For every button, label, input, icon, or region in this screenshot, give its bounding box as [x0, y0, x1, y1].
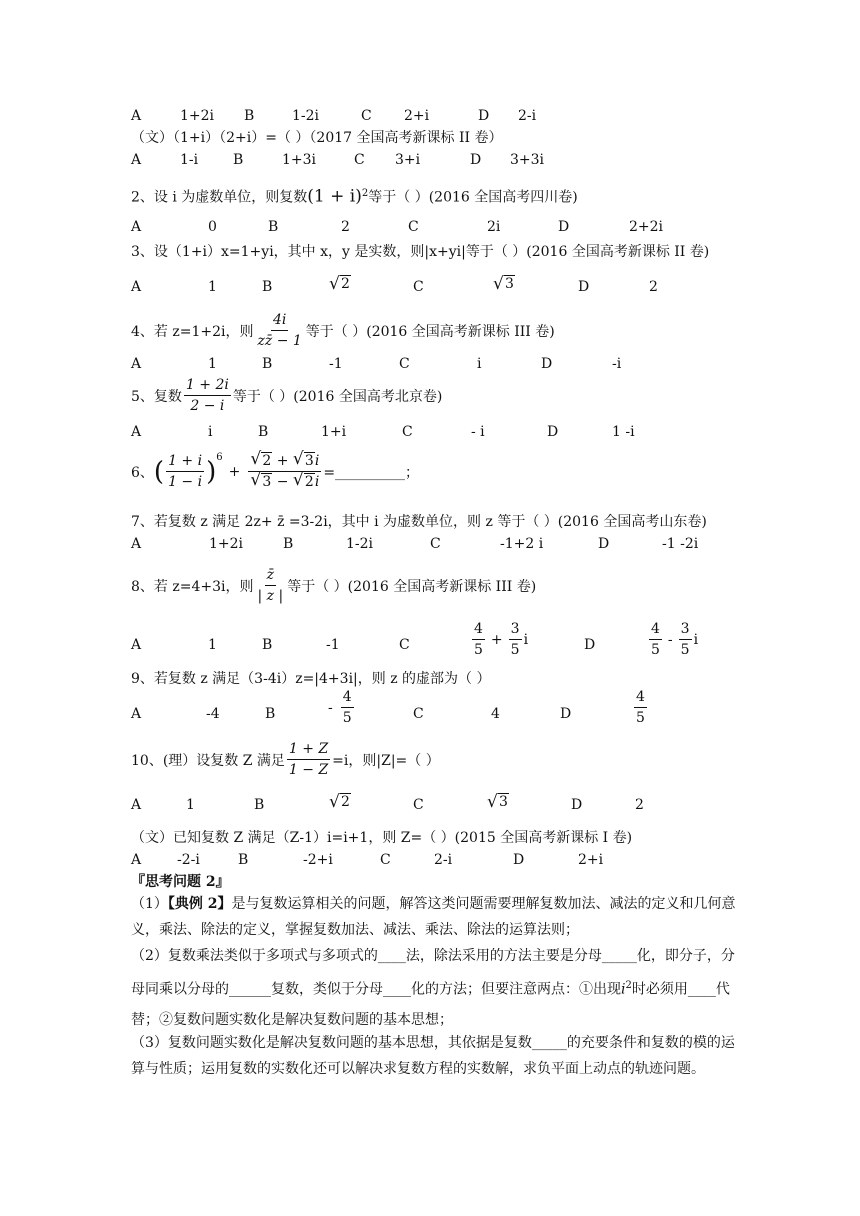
q0-opt-d-letter: D [478, 108, 490, 124]
q10-opt-a-letter: A [131, 797, 142, 813]
q2-exp: 2 [361, 188, 369, 199]
q5-opt-a-letter: A [131, 424, 142, 440]
q7-opt-b-letter: B [283, 536, 294, 552]
q0b-opt-d: 3+3i [510, 152, 545, 168]
q8-opt-b-letter: B [262, 637, 273, 653]
q10-opt-d-letter: D [571, 797, 583, 813]
q9-opt-c: 4 [491, 706, 500, 722]
q2-opt-d: 2+2i [629, 219, 664, 235]
q10b-opt-c-letter: C [380, 852, 391, 868]
q6-exp: 6 [216, 452, 223, 463]
q3-opt-b-letter: B [262, 279, 273, 295]
q0b-opt-b: 1+3i [282, 152, 317, 168]
q10b-opt-a: -2-i [177, 852, 200, 868]
q4-opt-c: i [477, 356, 482, 372]
q4-fraction: $\frac{4i}{zz̄ - 1}$ [257, 312, 302, 349]
q0-opt-b: 1-2i [292, 108, 320, 124]
q0-opt-a-letter: A [131, 108, 142, 124]
q10b-opt-a-letter: A [131, 852, 142, 868]
q0-opt-c-letter: C [361, 108, 372, 124]
q9-opt-a: -4 [206, 706, 220, 722]
q0-opt-a: 1+2i [180, 108, 215, 124]
q9-opt-a-letter: A [131, 706, 142, 722]
q0b-opt-a-letter: A [131, 152, 142, 168]
q0-opt-d: 2-i [518, 108, 537, 124]
q10b-opt-b: -2+i [303, 852, 333, 868]
q0b-opt-a: 1-i [180, 152, 199, 168]
q8-opt-a-letter: A [131, 637, 142, 653]
q5-opt-a: i [208, 424, 213, 440]
q3-opt-a-letter: A [131, 279, 142, 295]
q4-opt-c-letter: C [399, 356, 410, 372]
q2-opt-b: 2 [341, 219, 350, 235]
q3-text: 3、设（1+i）x=1+yi，其中 x，y 是实数，则|x+yi|等于（ ）(2016 全国高考新课标 II 卷) [131, 244, 710, 260]
q2-post: 等于（ ）(2016 全国高考四川卷) [368, 189, 578, 206]
q3-opt-a: 1 [208, 279, 217, 295]
q4-opt-a-letter: A [131, 356, 142, 372]
q10-post: =i，则|Z|=（ ） [332, 752, 440, 769]
q9-opt-d: $\frac{4}{5}$ [636, 689, 645, 726]
q8-fraction: $\frac{z̄}{| z |}$ [257, 567, 284, 604]
q7-opt-c: -1+2 i [500, 536, 544, 552]
q6-post: =__________； [323, 464, 420, 481]
q5-opt-d: 1 -i [612, 424, 635, 440]
q5-line [131, 376, 442, 415]
q5-opt-d-letter: D [547, 424, 559, 440]
q10b-opt-b-letter: B [238, 852, 249, 868]
q10b-text: （文）已知复数 Z 满足（Z-1）i=i+1，则 Z=（ ）(2015 全国高考新课标 I 卷) [131, 830, 633, 846]
q9-opt-b: - $\frac{4}{5}$ [328, 689, 352, 726]
q8-opt-a: 1 [208, 637, 217, 653]
q7-opt-d-letter: D [598, 536, 610, 552]
q9-opt-d-letter: D [560, 706, 572, 722]
q8-opt-d: $\frac{4}{5}$ - $\frac{3}{5}$ i [651, 621, 699, 658]
q5-fraction: $\frac{1 + 2i}{2 - i}$ [185, 377, 229, 414]
q7-opt-d: -1 -2i [662, 536, 699, 552]
q9-opt-b-letter: B [265, 706, 276, 722]
q7-opt-b: 1-2i [346, 536, 374, 552]
q10-opt-c-letter: C [413, 797, 424, 813]
q8-opt-c: $\frac{4}{5}$ + $\frac{3}{5}$ i [474, 621, 529, 658]
q7-opt-a-letter: A [131, 536, 142, 552]
q4-opt-b-letter: B [262, 356, 273, 372]
q10-opt-d: 2 [635, 797, 644, 813]
think-heading: 『思考问题 2』 [131, 874, 230, 890]
q10-pre: 10、(理）设复数 Z 满足 [131, 752, 285, 769]
q0b-opt-c-letter: C [354, 152, 365, 168]
q5-pre: 5、复数 [131, 388, 182, 405]
q10-line [131, 740, 440, 779]
q10b-opt-d-letter: D [513, 852, 525, 868]
q4-post: 等于（ ）(2016 全国高考新课标 III 卷) [305, 323, 555, 340]
think-paragraph-1: （1）【典例 2】是与复数运算相关的问题，解答这类问题需要理解复数加法、减法的定义和几何意义，乘法、除法的定义，掌握复数加法、减法、乘法、除法的运算法则； [131, 896, 736, 938]
q10b-opt-c: 2-i [434, 852, 453, 868]
q8-opt-d-letter: D [584, 637, 596, 653]
q7-opt-a: 1+2i [209, 536, 244, 552]
q6-fraction-2: √ 2 + √ 3i √ 3 − √ 2i [248, 452, 321, 491]
q2-opt-b-letter: B [268, 219, 279, 235]
q10-opt-c: √ 3 [487, 794, 509, 810]
q6-fraction-1: $\frac{1 + i}{1 - i}$ [168, 453, 203, 490]
q7-opt-c-letter: C [430, 536, 441, 552]
q8-opt-b: -1 [326, 637, 340, 653]
q3-opt-d: 2 [649, 279, 658, 295]
q0b-opt-d-letter: D [470, 152, 482, 168]
q5-opt-c: - i [471, 424, 485, 440]
q4-opt-b: -1 [329, 356, 343, 372]
q9-text: 9、若复数 z 满足（3-4i）z=|4+3i|，则 z 的虚部为（ ） [131, 671, 491, 687]
q10-opt-b: √ 2 [329, 794, 351, 810]
q8-pre: 8、若 z=4+3i，则 [131, 578, 254, 595]
q2-opt-d-letter: D [558, 219, 570, 235]
q4-opt-a: 1 [208, 356, 217, 372]
q3-opt-b: √ 2 [329, 276, 351, 292]
q0b-text: （文）（1+i）（2+i）=（ ）（2017 全国高考新课标 II 卷） [131, 130, 503, 146]
q5-opt-b: 1+i [321, 424, 347, 440]
q8-line [131, 566, 536, 605]
q10b-opt-d: 2+i [578, 852, 604, 868]
q3-opt-c: √ 3 [493, 276, 515, 292]
q10-opt-b-letter: B [254, 797, 265, 813]
q4-line [131, 311, 555, 350]
q9-opt-c-letter: C [413, 706, 424, 722]
q8-opt-c-letter: C [399, 637, 410, 653]
q2-opt-c: 2i [487, 219, 501, 235]
q7-text: 7、若复数 z 满足 2z+ z̄ =3-2i，其中 i 为虚数单位，则 z 等于（ ）(2016 全国高考山东卷) [131, 514, 707, 530]
q4-opt-d: -i [612, 356, 622, 372]
q2-opt-a-letter: A [131, 219, 142, 235]
q0b-opt-b-letter: B [233, 152, 244, 168]
q2-opt-c-letter: C [408, 219, 419, 235]
q6-plus: + [228, 463, 241, 480]
q2-line [131, 185, 578, 207]
q4-opt-d-letter: D [541, 356, 553, 372]
q0-opt-c: 2+i [404, 108, 430, 124]
q8-post: 等于（ ）(2016 全国高考新课标 III 卷) [287, 578, 537, 595]
q6-pre: 6、 [131, 464, 154, 481]
q2-pre: 2、设 i 为虚数单位，则复数 [131, 189, 308, 206]
think-paragraph-2: （2）复数乘法类似于多项式与多项式的____法，除法采用的方法主要是分母_____化，即分子，分母同乘以分母的______复数，类似于分母____化的方法；但要注意两点：①出现$i^2$时必须用____代替；②复数问题实数化是解决复数问题的基本思想； [131, 948, 735, 1028]
q5-opt-b-letter: B [258, 424, 269, 440]
q4-pre: 4、若 z=1+2i，则 [131, 323, 254, 340]
q0b-opt-c: 3+i [395, 152, 421, 168]
think-paragraph-3: （3）复数问题实数化是解决复数问题的基本思想，其依据是复数_____的充要条件和复数的模的运算与性质；运用复数的实数化还可以解决求复数方程的实数解，求负平面上动点的轨迹问题。 [131, 1035, 735, 1077]
q6-line: 6、 ( $\frac{1 + i}{1 - i}$ ) $^6$ + √ 2 + √ 3i √ 3 − √ 2i =__________； [131, 452, 419, 491]
q3-opt-d-letter: D [578, 279, 590, 295]
q10-opt-a: 1 [186, 797, 195, 813]
q3-opt-c-letter: C [413, 279, 424, 295]
q10-fraction: $\frac{1 + Z}{1 - Z}$ [288, 741, 329, 778]
q2-opt-a: 0 [208, 219, 217, 235]
q5-opt-c-letter: C [402, 424, 413, 440]
q2-expr: (1 + i) [307, 186, 362, 207]
q0-opt-b-letter: B [244, 108, 255, 124]
q5-post: 等于（ ）(2016 全国高考北京卷) [232, 388, 443, 405]
